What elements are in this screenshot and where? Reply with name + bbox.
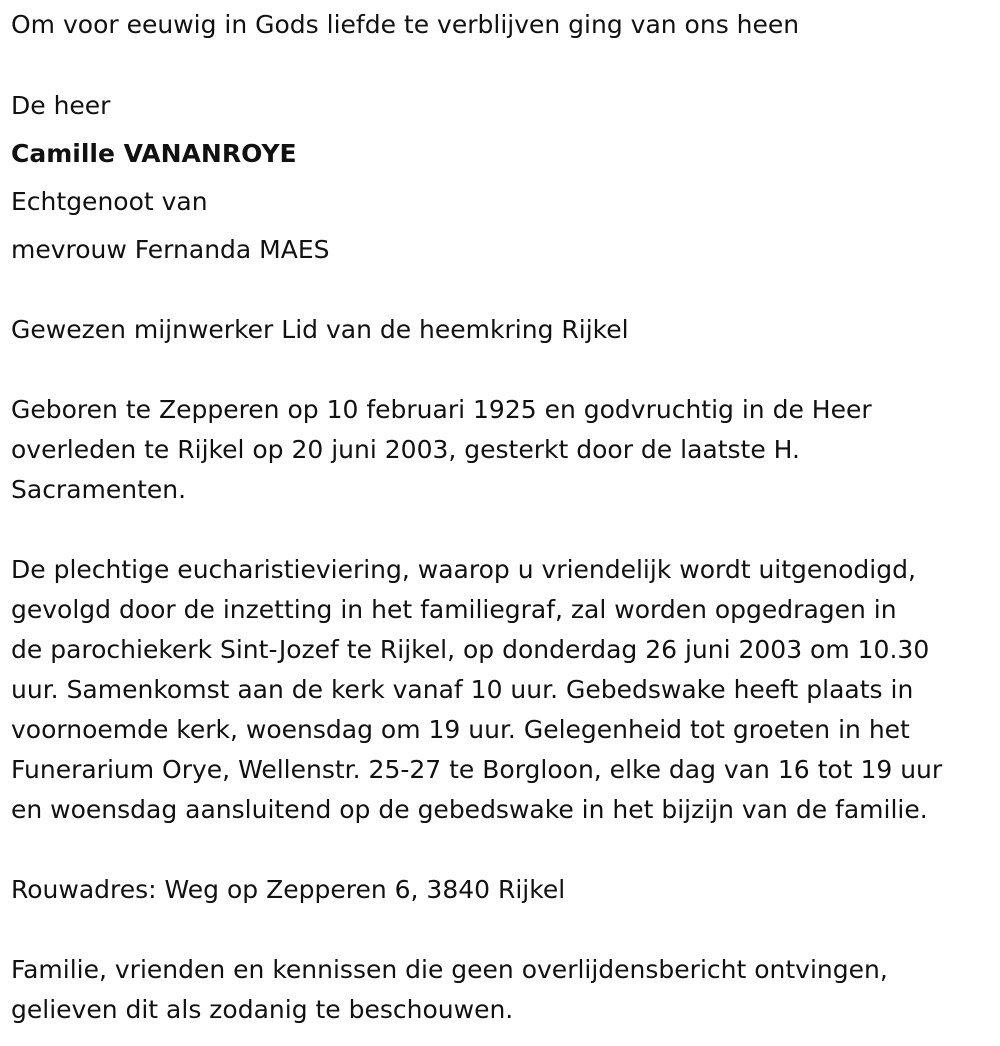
ceremony-line: de parochiekerk Sint-Jozef te Rijkel, op donderdag 26 juni 2003 om 10.30 — [11, 635, 930, 664]
intro-text: Om voor eeuwig in Gods liefde te verblijven ging van ons heen — [11, 10, 800, 39]
spouse-prefix-text: Echtgenoot van — [11, 187, 208, 216]
ceremony-line: uur. Samenkomst aan de kerk vanaf 10 uur. Gebedswake heeft plaats in — [11, 675, 914, 704]
notice-line: gelieven dit als zodanig te beschouwen. — [11, 995, 514, 1024]
occupation-text: Gewezen mijnwerker Lid van de heemkring Rijkel — [11, 315, 629, 344]
ceremony-line: en woensdag aansluitend op de gebedswake in het bijzijn van de familie. — [11, 795, 928, 824]
birth-death-line: overleden te Rijkel op 20 juni 2003, gesterkt door de laatste H. — [11, 435, 800, 464]
deceased-name: Camille VANANROYE — [11, 139, 297, 168]
spouse-name: mevrouw Fernanda MAES — [11, 235, 330, 264]
notice-line: Familie, vrienden en kennissen die geen overlijdensbericht ontvingen, — [11, 955, 888, 984]
title-text: De heer — [11, 91, 111, 120]
birth-death-line: Sacramenten. — [11, 475, 187, 504]
birth-death-line: Geboren te Zepperen op 10 februari 1925 en godvruchtig in de Heer — [11, 395, 872, 424]
ceremony-line: Funerarium Orye, Wellenstr. 25-27 te Borgloon, elke dag van 16 tot 19 uur — [11, 755, 943, 784]
ceremony-line: gevolgd door de inzetting in het familiegraf, zal worden opgedragen in — [11, 595, 897, 624]
mourning-address: Rouwadres: Weg op Zepperen 6, 3840 Rijkel — [11, 875, 566, 904]
ceremony-line: De plechtige eucharistieviering, waarop u vriendelijk wordt uitgenodigd, — [11, 555, 916, 584]
ceremony-line: voornoemde kerk, woensdag om 19 uur. Gelegenheid tot groeten in het — [11, 715, 910, 744]
